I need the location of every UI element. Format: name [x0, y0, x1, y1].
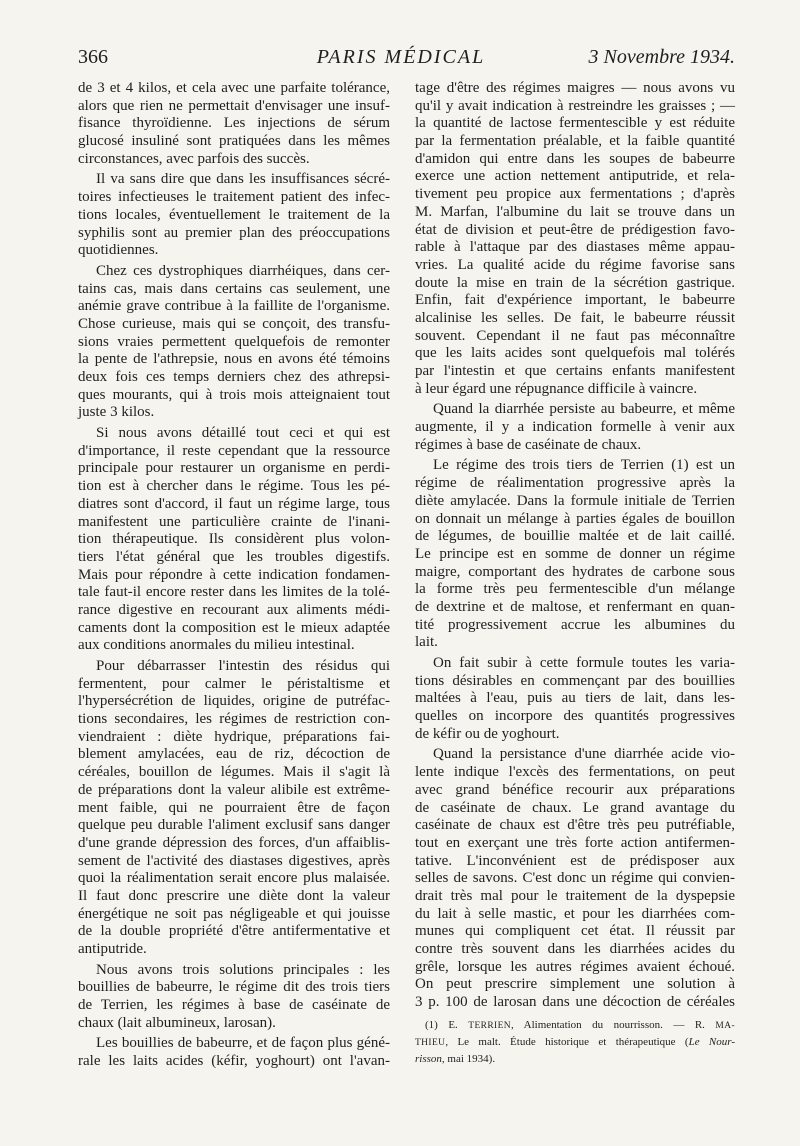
text-line: souvent. Cependant il ne faut pas méconnaître	[415, 327, 735, 344]
text-line: tion thérapeutique. Ils considèrent plus volon-	[78, 531, 390, 548]
text-line: ques mourants, qui à trois mois atteignaient tout	[78, 386, 390, 403]
text-line: principale pour restaurer un organisme en perdi-	[78, 460, 390, 477]
text-line: quelles on incorpore des quantités progressives	[415, 708, 735, 725]
text-line: viendraient : diète hydrique, préparations fai-	[78, 728, 390, 745]
text-line: tiers l'état général que les troubles digestifs.	[78, 548, 390, 565]
text-line: par la fermentation préalable, et la faible quantité	[415, 133, 735, 150]
text-line: lait.	[415, 634, 438, 651]
text-line: tité progressivement accrue les albumines du	[415, 616, 735, 633]
text-line: sions vraies permettent quelquefois de remonter	[78, 333, 390, 350]
text-line: de 3 et 4 kilos, et cela avec une parfaite tolérance,	[78, 80, 390, 96]
text-line: la pente de l'athrepsie, nous en avons été témoins	[78, 351, 390, 368]
footnote-text: risson	[415, 1053, 442, 1066]
text-line: tions locales, éventuellement le traitement de la	[78, 206, 390, 223]
text-line: caments dont la composition est le mieux adaptée	[78, 619, 390, 636]
text-line: deux fois ces temps derniers chez des athrepsi-	[78, 369, 390, 385]
text-line: anémie grave contribue à la faillite de l'organisme.	[78, 298, 390, 315]
footnote-text: (1) E.	[425, 1019, 469, 1031]
text-line: quoi la réalimentation serait encore plus malaisée.	[78, 870, 390, 887]
text-line: Chose curieuse, mais qui se conçoit, des transfu-	[78, 315, 390, 332]
text-line: On fait subir à cette formule toutes les varia-	[433, 655, 735, 671]
text-line: on donnait un mélange à parties égales de bouillon	[415, 510, 735, 527]
text-line: augmente, il y a indication formelle à venir aux	[415, 419, 735, 436]
text-line: tative. L'inconvénient est de prédisposer aux	[415, 852, 735, 869]
text-line: M. Marfan, l'albumine du lait se trouve dans un	[415, 203, 735, 220]
text-line: manifestent une particulière crainte de l'inani-	[78, 513, 390, 530]
text-line: exerce une action nettement antiputride, et rela-	[415, 168, 735, 185]
text-line: d'amidon qui entre dans les soupes de babeurre	[415, 150, 735, 167]
text-line: rale les laits acides (kéfir, yoghourt) ont l'avan-	[78, 1053, 390, 1070]
footnote-text: , Le malt. Étude historique et thérapeutique (	[445, 1036, 689, 1049]
text-line: ment faible, qui ne pourraient être de façon	[78, 799, 390, 816]
paragraph	[78, 1035, 390, 1070]
paragraph	[78, 263, 390, 422]
text-line: Pour débarrasser l'intestin des résidus qui	[96, 658, 390, 674]
text-line: lente indique l'excès des fermentations, on peut	[415, 764, 735, 781]
text-line: doute la mise en train de la sécrétion gastrique.	[415, 274, 735, 291]
text-line: Il faut donc prescrire une diète dont la valeur	[78, 887, 390, 904]
text-line: d'une grande dépression des forces, d'un affaiblis-	[78, 834, 390, 851]
text-line: de la double propriété d'être antifermentative et	[78, 923, 390, 940]
text-line: chaux (lait albumineux, larosan).	[78, 1014, 276, 1031]
text-line: énergétique ne soit pas négligeable et qui jouisse	[78, 905, 390, 922]
text-line: alcalinise les selles. De fait, le babeurre réussit	[415, 309, 735, 326]
text-line: l'hypersécrétion de liquides, origine de putréfac-	[78, 693, 390, 710]
text-line: vries. La qualité acide du régime favorise sans	[415, 256, 735, 273]
text-line: de caséinate de chaux. Le grand avantage du	[415, 799, 735, 816]
page-number: 366	[78, 46, 108, 68]
footnote-text: MA-	[715, 1021, 735, 1031]
text-line: qu'il y avait indication à restreindre les graisses ; —	[415, 97, 735, 114]
text-line: caséinate de chaux est d'être très peu putréfiable,	[415, 817, 735, 834]
text-line: tage d'être des régimes maigres — nous avons vu	[415, 80, 735, 96]
text-line: Le principe est en somme de donner un régime	[415, 545, 735, 562]
text-line: Le régime des trois tiers de Terrien (1) est un	[433, 457, 735, 474]
text-line: Enfin, fait d'expérience important, le babeurre	[415, 292, 735, 309]
footnote	[415, 1017, 735, 1069]
text-line: On peut prescrire simplement une solution à	[415, 976, 735, 993]
footnote-text: Le Nour-	[688, 1036, 735, 1049]
text-line: 3 p. 100 de larosan dans une décoction de céréales	[415, 994, 735, 1011]
journal-title: PARIS MÉDICAL	[316, 46, 486, 68]
text-line: tains cas, mais dans certains cas seulement, une	[78, 280, 390, 297]
text-line: Quand la persistance d'une diarrhée acide vio-	[433, 746, 735, 763]
text-line: tion est à chercher dans le régime. Tous les pé-	[78, 478, 390, 495]
text-line: antiputride.	[78, 941, 147, 957]
text-line: rable à l'attaque par des diastases même appau-	[415, 239, 735, 256]
text-line: que les laits acides sont quelquefois mal tolérés	[415, 345, 735, 362]
text-line: Il va sans dire que dans les insuffisances sécré-	[96, 171, 390, 188]
text-line: circonstances, avec parfois des succès.	[78, 150, 310, 167]
text-line: tions désirables en commençant par des bouillies	[415, 672, 735, 689]
text-line: avec grand bénéfice recourir aux préparations	[415, 781, 735, 798]
text-line: régimes à base de caséinate de chaux.	[415, 436, 642, 453]
paragraph	[415, 80, 735, 398]
paragraph	[415, 746, 735, 1011]
paragraph	[415, 457, 735, 652]
text-line: tions secondaires, les régimes de restriction con-	[78, 711, 390, 728]
text-line: régime de réalimentation progressive après la	[415, 475, 735, 492]
text-line: rance digestive en recourant aux aliments médi-	[78, 601, 390, 618]
text-line: diète amylacée. Dans la formule initiale de Terrien	[415, 492, 735, 509]
text-line: aux conditions anormales du milieu intestinal.	[78, 637, 355, 654]
text-line: de préparations dont la valeur alibile est extrême-	[78, 781, 390, 798]
text-line: maigre, comportant des hydrates de carbone sous	[415, 563, 735, 580]
footnote-text: , Alimentation du nourrisson. — R.	[511, 1019, 716, 1031]
paragraph	[78, 658, 390, 959]
text-line: tale faut-il encore rester dans les limites de la tolé-	[78, 584, 390, 601]
footnote-text: , mai 1934).	[441, 1053, 496, 1066]
paragraph	[78, 80, 390, 168]
text-line: quotidiennes.	[78, 242, 159, 259]
text-line: contre très souvent dans les diarrhées acides du	[415, 941, 735, 957]
paragraph	[78, 425, 390, 655]
text-line: de dextrine et de maltose, et renfermant en quan-	[415, 598, 735, 615]
text-line: sement de l'activité des diastases digestives, après	[78, 852, 390, 869]
text-line: maltées à l'eau, puis au tiers de lait, dans les-	[415, 690, 735, 707]
text-line: munes qui compliquent cet état. Il réussit par	[415, 923, 735, 940]
text-line: fermentent, pour calmer le péristaltisme et	[78, 675, 390, 692]
text-line: toires infectieuses le traitement patient des infec-	[78, 189, 390, 206]
right-column	[415, 80, 735, 1012]
text-line: tivement peu propice aux fermentations ; d'après	[415, 186, 735, 203]
text-line: Quand la diarrhée persiste au babeurre, et même	[433, 401, 735, 418]
text-line: glucosé insuliné sont pratiquées dans les mêmes	[78, 133, 390, 150]
text-line: blement amylacées, eau de riz, décoction de	[78, 746, 390, 763]
text-line: à leur égard une répugnance difficile à vaincre.	[415, 380, 698, 397]
text-line: bouillies de babeurre, le régime dit des trois tiers	[78, 979, 390, 996]
text-line: Nous avons trois solutions principales : les	[96, 961, 390, 978]
text-line: tout en exerçant une très forte action antifermen-	[415, 834, 735, 851]
text-line: de légumes, de bouillie maltée et de lait caillé.	[415, 528, 735, 545]
text-line: Les bouillies de babeurre, et de façon plus géné-	[96, 1035, 390, 1052]
text-line: alors que rien ne permettait d'envisager une insuf-	[78, 97, 390, 114]
left-column	[78, 80, 390, 1071]
footnote-line	[415, 1034, 735, 1051]
text-line: diatres sont d'accord, il faut un régime large, tous	[78, 495, 390, 512]
text-line: par l'intestin et que certains enfants manifestent	[415, 363, 735, 379]
text-line: état de division et peut-être de prédigestion favo-	[415, 221, 735, 238]
paragraph	[78, 962, 390, 1033]
paragraph	[415, 655, 735, 743]
paragraph	[78, 171, 390, 259]
paragraph	[415, 401, 735, 454]
text-line: la quantité de lactose fermentescible y est réduite	[415, 115, 735, 132]
text-line: céréales, bouillon de légumes. Mais il s'agit là	[78, 764, 390, 781]
text-line: la forme très peu fermentescible d'un mélange	[415, 581, 735, 598]
text-line: Chez ces dystrophiques diarrhéiques, dans cer-	[96, 262, 390, 279]
text-line: du lait à selle mastic, et pour les diarrhées com-	[415, 905, 735, 922]
text-line: juste 3 kilos.	[78, 404, 155, 421]
running-header	[0, 42, 800, 72]
text-line: selles de savons. C'est donc un régime qui convien-	[415, 870, 735, 887]
issue-date: 3 Novembre 1934.	[588, 46, 735, 68]
text-line: de kéfir ou de yoghourt.	[415, 725, 560, 742]
text-line: syphilis sont au premier plan des préoccupations	[78, 224, 390, 241]
text-line: de Terrien, les régimes à base de caséinate de	[78, 997, 390, 1014]
text-line: quelque peu durable l'aliment exclusif sans danger	[78, 817, 390, 834]
footnote-line	[415, 1051, 735, 1068]
footnote-line	[415, 1017, 735, 1034]
text-line: drait très mal pour le traitement de la dyspepsie	[415, 887, 735, 904]
text-line: d'importance, il reste cependant que la ressource	[78, 442, 390, 459]
footnote-text: TERRIEN	[468, 1021, 511, 1031]
text-line: Mais pour répondre à cette indication fondamen-	[78, 566, 390, 583]
text-line: grêle, lorsque les autres régimes avaient échoué.	[415, 958, 735, 975]
text-line: Si nous avons détaillé tout ceci et qui est	[96, 425, 390, 442]
footnote-text: THIEU	[415, 1038, 446, 1049]
text-line: fisance thyroïdienne. Les injections de sérum	[78, 115, 390, 132]
